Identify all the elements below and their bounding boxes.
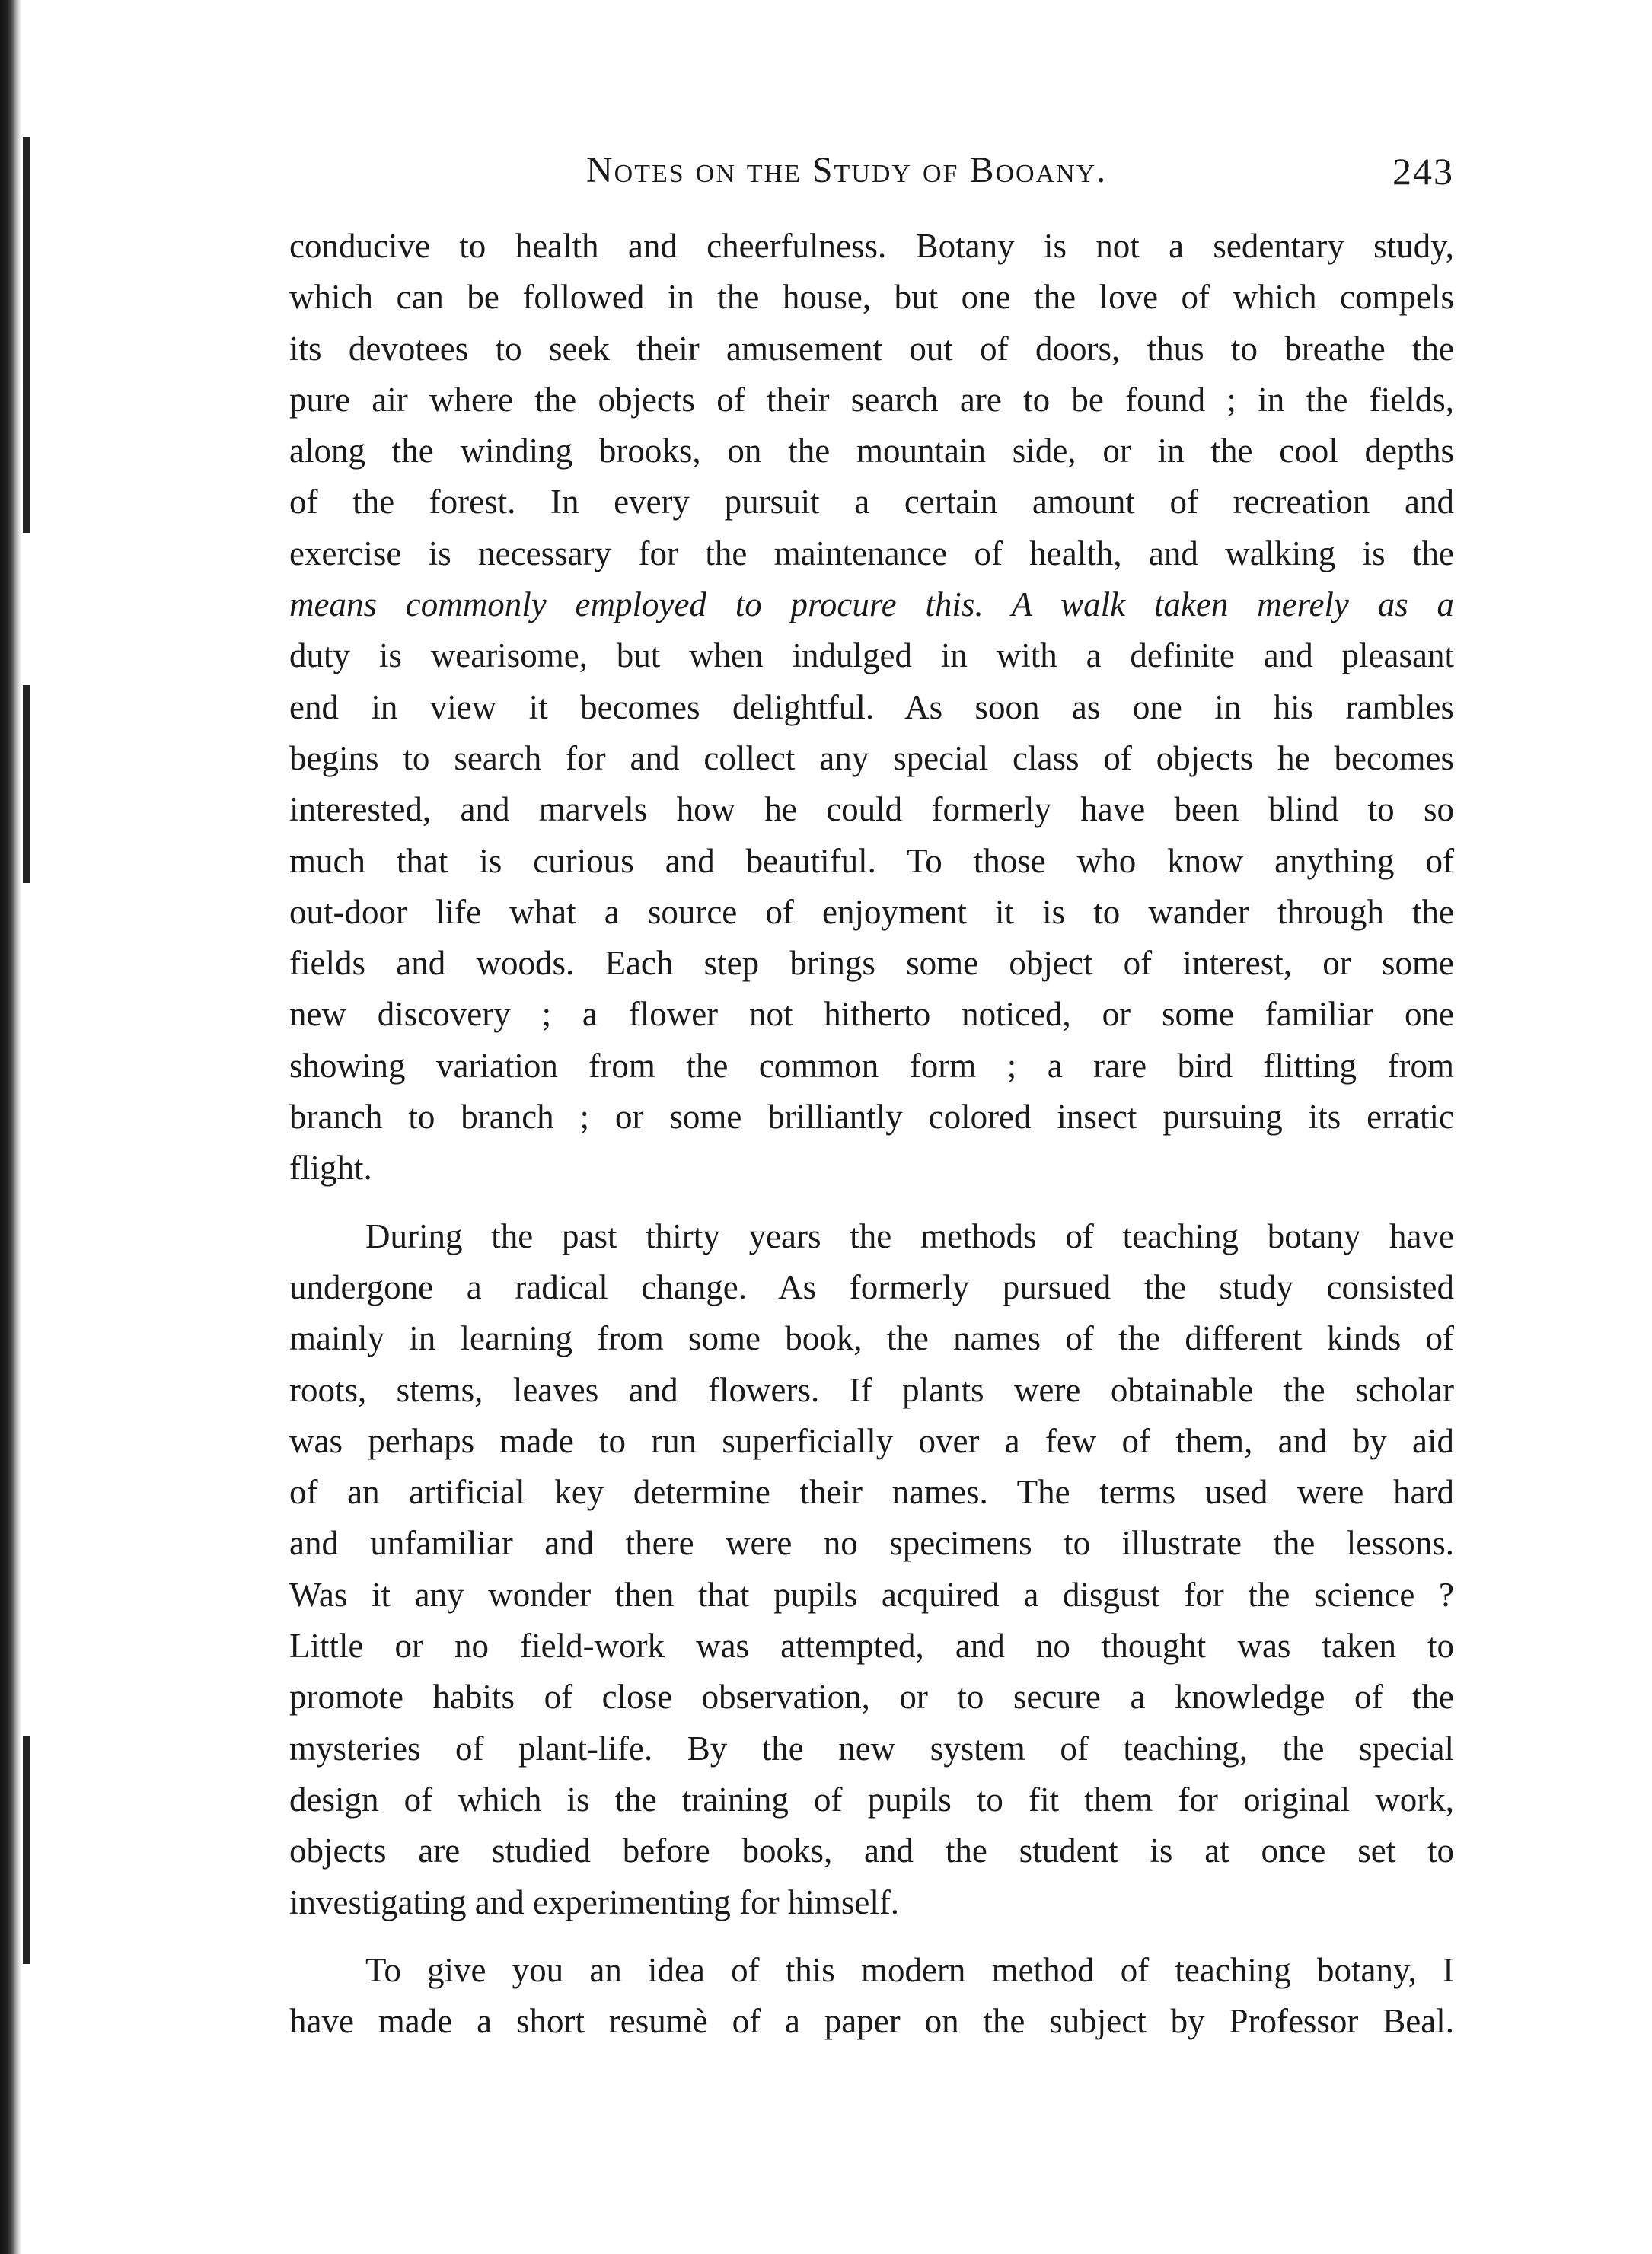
text-line: During the past thirty years the methods of teaching botany have <box>365 1216 1454 1255</box>
text-line: undergone a radical change. As formerly pursued the study consisted <box>289 1267 1454 1306</box>
text-line: out-door life what a source of enjoyment it is to wander through the <box>289 892 1454 931</box>
text-line: end in view it becomes delightful. As soon as one in his rambles <box>289 687 1454 726</box>
binding-mark <box>23 1736 30 1964</box>
text-line: design of which is the training of pupils to fit them for original work, <box>289 1780 1454 1819</box>
text-line: Was it any wonder then that pupils acquired a disgust for the science ? <box>289 1575 1454 1614</box>
text-line: roots, stems, leaves and flowers. If plants were obtainable the scholar <box>289 1370 1454 1409</box>
text-line: branch to branch ; or some brilliantly colored insect pursuing its erratic <box>289 1098 1454 1137</box>
text-line: of the forest. In every pursuit a certain amount of recreation and <box>289 483 1454 521</box>
paragraph-gap <box>289 1194 1454 1211</box>
paragraph-2 <box>289 1211 1454 1928</box>
text-line: begins to search for and collect any special class of objects he becomes <box>289 738 1454 777</box>
text-line: much that is curious and beautiful. To those who know anything of <box>289 841 1454 880</box>
running-title: Notes on the Study of Booany. <box>586 150 1108 190</box>
text-line: flight. <box>289 1149 372 1188</box>
text-line: showing variation from the common form ; a rare bird flitting from <box>289 1046 1454 1085</box>
text-line: conducive to health and cheerfulness. Botany is not a sedentary study, <box>289 227 1454 265</box>
binding-edge <box>0 0 21 2254</box>
text-line: mainly in learning from some book, the names of the different kinds of <box>289 1319 1454 1358</box>
text-line: interested, and marvels how he could formerly have been blind to so <box>289 790 1454 829</box>
text-line: which can be followed in the house, but one the love of which compels <box>289 278 1454 317</box>
text-line: Little or no field-work was attempted, and no thought was taken to <box>289 1627 1454 1666</box>
paragraph-gap <box>289 1928 1454 1945</box>
text-line: fields and woods. Each step brings some object of interest, or some <box>289 944 1454 983</box>
text-line: pure air where the objects of their search are to be found ; in the fields, <box>289 380 1454 419</box>
text-line-italic: means commonly employed to procure this. A walk taken merely as a <box>289 585 1454 624</box>
text-line: have made a short resumè of a paper on the subject by Professor Beal. <box>289 2002 1454 2041</box>
paragraph-3 <box>289 1945 1454 2048</box>
text-line: exercise is necessary for the maintenance of health, and walking is the <box>289 534 1454 572</box>
text-line: To give you an idea of this modern method of teaching botany, I <box>365 1950 1454 1989</box>
text-line: mysteries of plant-life. By the new system of teaching, the special <box>289 1729 1454 1768</box>
text-line: its devotees to seek their amusement out of doors, thus to breathe the <box>289 329 1454 368</box>
binding-mark <box>23 137 30 533</box>
text-line: along the winding brooks, on the mountain side, or in the cool depths <box>289 432 1454 470</box>
text-line: objects are studied before books, and the student is at once set to <box>289 1832 1454 1870</box>
text-line: of an artificial key determine their names. The terms used were hard <box>289 1473 1454 1512</box>
body-text <box>289 221 1454 2047</box>
page-number: 243 <box>1392 150 1454 193</box>
text-line: was perhaps made to run superficially over a few of them, and by aid <box>289 1421 1454 1460</box>
binding-mark <box>23 685 30 883</box>
text-line: and unfamiliar and there were no specimens to illustrate the lessons. <box>289 1524 1454 1563</box>
text-line: new discovery ; a flower not hitherto noticed, or some familiar one <box>289 995 1454 1034</box>
text-line: promote habits of close observation, or to secure a knowledge of the <box>289 1678 1454 1717</box>
paragraph-1 <box>289 221 1454 1194</box>
running-head <box>289 149 1454 202</box>
text-line: investigating and experimenting for himself. <box>289 1883 900 1921</box>
text-line: duty is wearisome, but when indulged in with a definite and pleasant <box>289 636 1454 675</box>
